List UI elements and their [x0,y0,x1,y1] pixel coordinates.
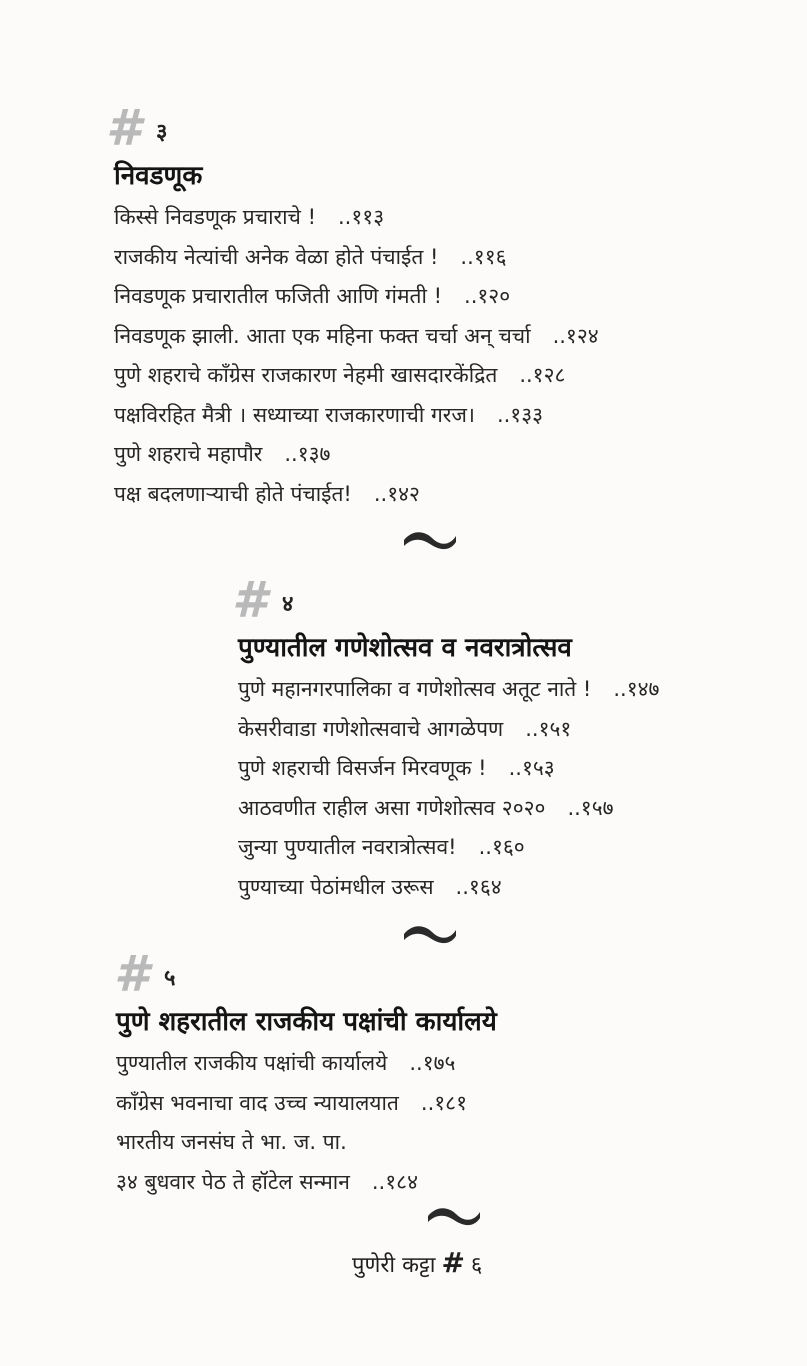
hash-icon: # [441,1246,465,1279]
entry-title: पुण्यातील राजकीय पक्षांची कार्यालये [116,1051,388,1075]
section-title: पुणे शहरातील राजकीय पक्षांची कार्यालये [116,1007,497,1037]
section-number: ४ [282,592,294,617]
toc-entry [114,356,599,396]
entry-title: निवडणूक झाली. आता एक महिना फक्त चर्चा अन् चर्चा [114,323,531,348]
entry-page: ..१५७ [567,795,614,820]
entry-page: ..१५१ [525,716,572,741]
entry-title: जुन्या पुण्यातील नवरात्रोत्सव! [238,835,457,859]
hash-icon: # [232,571,265,629]
entry-page: ..१३७ [284,442,331,466]
entry-page: ..११३ [338,205,385,229]
entry-page: ..१६० [478,835,525,859]
section-3-header [106,99,599,157]
section-number: ३ [156,120,168,145]
toc-entry [238,789,659,829]
hash-icon: # [106,99,139,157]
entry-title: किस्से निवडणूक प्रचाराचे ! [114,205,316,229]
entry-title: पुणे महानगरपालिका व गणेशोत्सव अतूट नाते ! [238,677,592,701]
toc-list [116,1044,497,1202]
toc-list [114,198,599,514]
entry-page: ..१२८ [519,363,566,387]
toc-entry [114,198,599,238]
toc-entry [114,277,599,317]
toc-list [238,670,659,907]
toc-entry [116,1163,497,1203]
section-4-header [232,571,659,629]
book-title: पुणेरी कट्टा [352,1253,436,1278]
toc-entry [238,828,659,868]
entry-page: ..१७५ [409,1051,456,1075]
entry-page: ..११६ [460,244,507,269]
toc-entry [114,435,599,475]
entry-page: ..१४७ [613,677,660,701]
toc-entry [238,749,659,789]
entry-title: पक्षविरहित मैत्री । सध्याच्या राजकारणाची गरज। [114,402,475,427]
page-footer [352,1246,482,1279]
hash-icon: # [114,945,147,1003]
entry-page: ..१८४ [371,1169,418,1194]
toc-entry [238,868,659,908]
section-3 [106,99,599,514]
entry-title: भारतीय जनसंघ ते भा. ज. पा. [116,1130,347,1154]
entry-title: राजकीय नेत्यांची अनेक वेळा होते पंचाईत ! [114,244,439,269]
entry-title: केसरीवाडा गणेशोत्सवाचे आगळेपण [238,716,504,741]
entry-page: ..१२४ [552,323,599,348]
tilde-ornament-icon [402,922,458,946]
entry-page: ..१४२ [373,481,420,506]
entry-title: निवडणूक प्रचारातील फजिती आणि गंमती ! [114,284,443,308]
entry-title: पुणे शहराचे महापौर [114,442,263,466]
entry-page: ..१२० [464,284,511,308]
section-4 [232,571,660,907]
entry-title: काँग्रेस भवनाचा वाद उच्च न्यायालयात [116,1090,399,1115]
toc-entry [116,1123,497,1163]
toc-entry [116,1084,497,1124]
entry-title: पक्ष बदलणाऱ्याची होते पंचाईत! [114,481,352,506]
section-title: निवडणूक [114,161,203,191]
entry-page: ..१८१ [420,1090,468,1115]
entry-title: पुणे शहराची विसर्जन मिरवणूक ! [238,756,487,780]
page-number: ६ [470,1253,483,1278]
toc-entry [116,1044,497,1084]
section-title: पुण्यातील गणेशोत्सव व नवरात्रोत्सव [238,633,572,663]
entry-title: आठवणीत राहील असा गणेशोत्सव २०२० [238,795,546,820]
entry-title: पुणे शहराचे काँग्रेस राजकारण नेहमी खासदारकेंद्रित [114,363,498,387]
toc-entry [114,238,599,278]
entry-page: ..१३३ [496,402,544,427]
toc-entry [238,670,659,710]
section-5 [114,945,497,1202]
section-number: ५ [164,966,176,991]
toc-entry [114,396,599,436]
tilde-ornament-icon [402,528,458,552]
entry-title: ३४ बुधवार पेठ ते हॉटेल सन्मान [116,1169,350,1194]
section-5-header [114,945,497,1003]
toc-entry [114,317,599,357]
entry-page: ..१६४ [455,874,502,899]
toc-entry [238,710,659,750]
entry-page: ..१५३ [508,756,555,780]
toc-entry [114,475,599,515]
entry-title: पुण्याच्या पेठांमधील उरूस [238,874,434,899]
tilde-ornament-icon [426,1204,482,1228]
